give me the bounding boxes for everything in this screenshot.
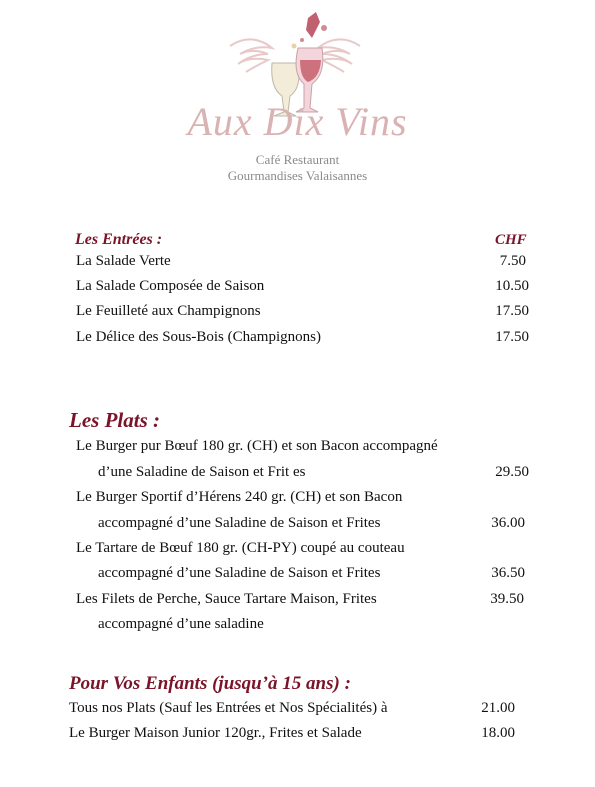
brand-subtitle-line2: Gourmandises Valaisannes [227, 168, 368, 183]
menu-item-name: La Salade Composée de Saison [76, 278, 265, 294]
menu-item-name: Le Burger Maison Junior 120gr., Frites et Salade [69, 725, 362, 741]
menu-item-line1: Le Burger pur Bœuf 180 gr. (CH) et son Bacon accompagné [76, 438, 438, 454]
menu-item-price: 36.50 [491, 565, 525, 581]
menu-item-line1: Le Burger Sportif d’Hérens 240 gr. (CH) et son Bacon [76, 489, 403, 505]
menu-item-line1: Le Tartare de Bœuf 180 gr. (CH-PY) coupé au couteau [76, 540, 405, 556]
menu-item-price: 7.50 [499, 253, 526, 269]
menu-item-price: 29.50 [495, 464, 529, 480]
menu-item-line2: d’une Saladine de Saison et Frit es [98, 464, 306, 480]
menu-item-price: 10.50 [495, 278, 529, 294]
menu-item-price: 39.50 [490, 591, 524, 607]
menu-item-name: Tous nos Plats (Sauf les Entrées et Nos Spécialités) à [69, 700, 388, 716]
menu-item-price: 17.50 [495, 303, 529, 319]
menu-item-line2: accompagné d’une Saladine de Saison et Frites [98, 565, 381, 581]
currency-label: CHF [495, 232, 527, 248]
menu-item-name: La Salade Verte [76, 253, 171, 269]
brand-subtitle-line1: Café Restaurant [255, 152, 340, 167]
menu-item-price: 36.00 [491, 515, 525, 531]
menu-item-price: 18.00 [481, 725, 515, 741]
section-title-plats: Les Plats : [69, 408, 160, 432]
menu-item-line1: Les Filets de Perche, Sauce Tartare Maison, Frites [76, 591, 377, 607]
menu-item-line2: accompagné d’une saladine [98, 616, 264, 632]
menu-item-price: 17.50 [495, 329, 529, 345]
menu-item-line2: accompagné d’une Saladine de Saison et Frites [98, 515, 381, 531]
brand-name: Aux Dix Vins [187, 99, 408, 144]
restaurant-logo [0, 0, 595, 200]
section-title-enfants: Pour Vos Enfants (jusqu’à 15 ans) : [69, 673, 351, 694]
menu-item-name: Le Délice des Sous-Bois (Champignons) [76, 329, 321, 345]
menu-item-price: 21.00 [481, 700, 515, 716]
section-title-entrees: Les Entrées : [75, 231, 163, 248]
menu-item-name: Le Feuilleté aux Champignons [76, 303, 261, 319]
